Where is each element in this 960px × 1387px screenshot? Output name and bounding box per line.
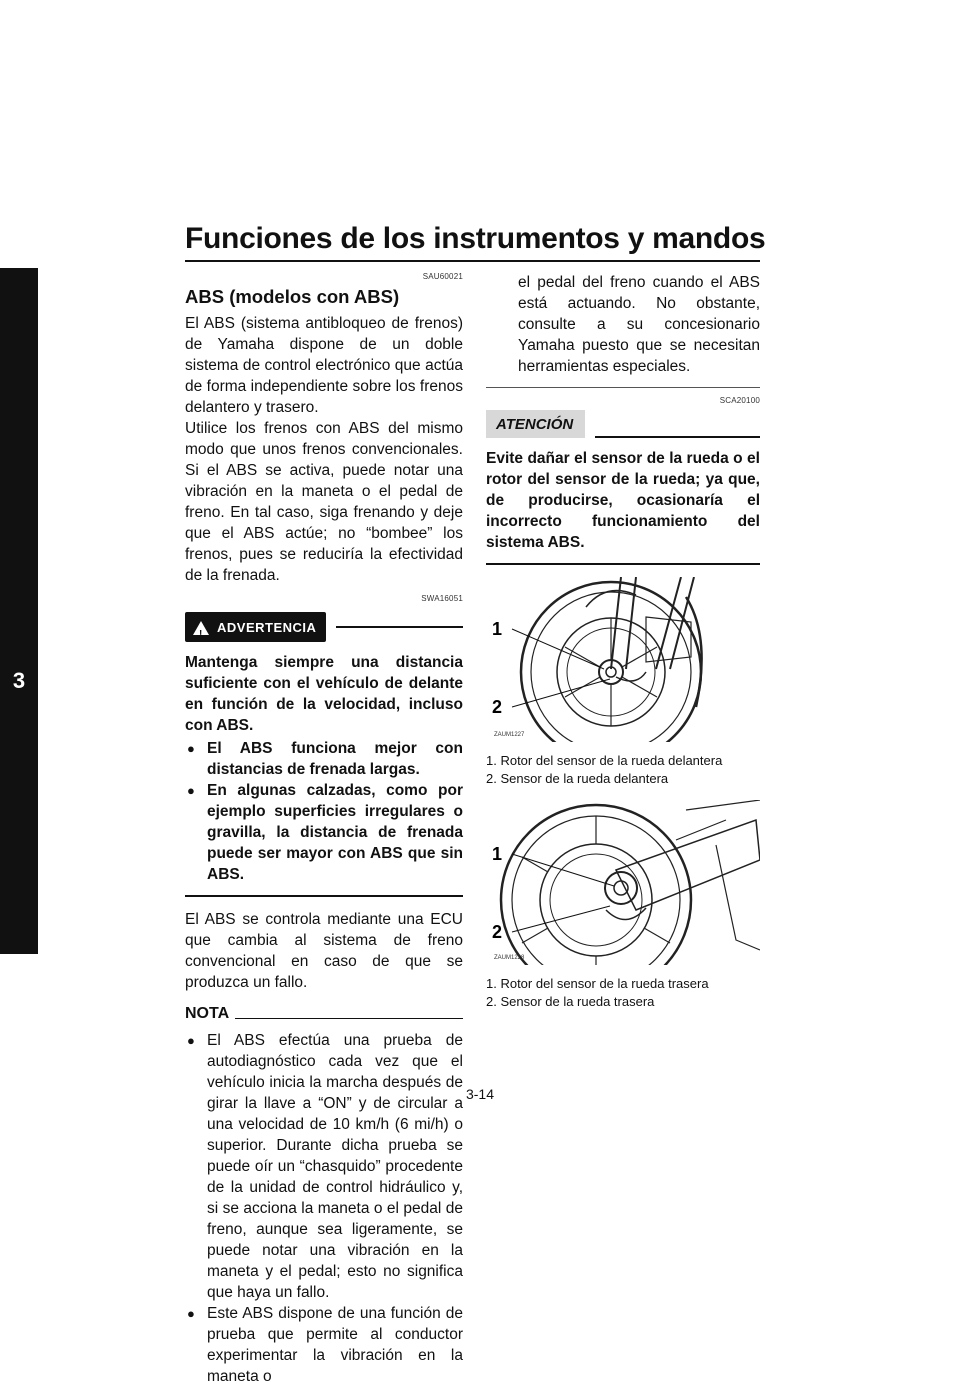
paragraph: Utilice los frenos con ABS del mismo modo que unos frenos convencionales. Si el ABS se activa, puede notar una vibración en la maneta o el pedal de freno. En tal caso, siga frenando y deje que el ABS actúe; no “bombee” los frenos, pues se reduciría la efectividad de la frenada. (185, 420, 463, 584)
figure-code: ZAUM1227 (494, 732, 525, 738)
warning-code: SWA16051 (421, 594, 463, 603)
callout-2: 2 (492, 922, 503, 942)
rear-wheel-figure (486, 800, 760, 971)
warning-label: ADVERTENCIA (217, 620, 317, 635)
atencion-rule (595, 436, 760, 438)
header-rule (185, 260, 760, 262)
continued-text: el pedal del freno cuando el ABS está actuando. No obstante, consulte a su concesionario Yamaha puesto que se necesitan herramientas especiales. (518, 274, 760, 375)
atencion-text: Evite dañar el sensor de la rueda o el rotor del sensor de la rueda; ya que, de producirse, ocasionaría el incorrecto funcionamiento del sistema ABS. (486, 450, 760, 551)
nota-list (185, 1030, 463, 1387)
warning-list (185, 738, 463, 885)
warning-triangle-icon: ! (193, 621, 209, 635)
rear-wheel-illustration (486, 800, 760, 965)
section-code: SAU60021 (422, 272, 463, 281)
list-item: ● El ABS efectúa una prueba de autodiagnóstico cada vez que el vehículo inicia la marcha después de girar la llave a “ON” y de circular a una velocidad de 10 km/h (6 mi/h) o superior. Durante dicha prueba se puede oír un “chasquido” procedente de la unidad de control hidráulico y, si se acciona la maneta o el pedal de freno, aunque sea ligeramente, se puede notar una vibración en la maneta y el pedal; esto no significa que haya un fallo. (185, 1030, 463, 1303)
paragraph: El ABS (sistema antibloqueo de frenos) de Yamaha dispone de un doble sistema de control electrónico que actúa de forma independiente sobre los frenos delantero y trasero. (185, 315, 463, 416)
list-item: ● En algunas calzadas, como por ejemplo superficies irregulares o gravilla, la distancia de frenada puede ser mayor con ABS que sin ABS. (185, 780, 463, 885)
warning-end-rule (185, 895, 463, 897)
list-item: ● El ABS funciona mejor con distancias de frenada largas. (185, 738, 463, 780)
figure-caption: 2. Sensor de la rueda trasera (486, 994, 655, 1009)
callout-1: 1 (492, 844, 503, 864)
nota-header (185, 1003, 463, 1024)
warning-text: Mantenga siempre una distancia suficiente con el vehículo de delante en función de la velocidad, incluso con ABS. (185, 654, 463, 734)
section-title: ABS (modelos con ABS) (185, 286, 400, 307)
figure-caption: 1. Rotor del sensor de la rueda delantera (486, 753, 723, 768)
warning-rule (336, 626, 463, 628)
callout-2: 2 (492, 697, 503, 717)
nota-end-rule (486, 387, 760, 388)
atencion-end-rule (486, 563, 760, 565)
front-wheel-illustration (486, 577, 760, 742)
page-number: 3-14 (465, 1086, 495, 1102)
atencion-header (486, 410, 760, 438)
nota-rule (235, 1018, 463, 1019)
figure-caption: 1. Rotor del sensor de la rueda trasera (486, 976, 709, 991)
front-wheel-figure (486, 577, 760, 748)
atencion-label: ATENCIÓN (486, 410, 585, 438)
page-title: Funciones de los instrumentos y mandos (185, 222, 766, 255)
nota-label: NOTA (185, 1005, 230, 1022)
warning-badge (185, 612, 326, 642)
chapter-tab (0, 268, 38, 954)
atencion-code: SCA20100 (719, 396, 760, 405)
figure-caption: 2. Sensor de la rueda delantera (486, 771, 669, 786)
figure-code: ZAUM1228 (494, 955, 525, 961)
chapter-number: 3 (12, 668, 26, 693)
left-column (185, 272, 463, 1387)
warning-header (185, 612, 463, 642)
list-item: ● Este ABS dispone de una función de prueba que permite al conductor experimentar la vibración en la maneta o (185, 1303, 463, 1387)
callout-1: 1 (492, 619, 503, 639)
paragraph: El ABS se controla mediante una ECU que cambia al sistema de freno convencional en caso de que se produzca un fallo. (185, 911, 463, 991)
right-column (486, 272, 760, 1011)
